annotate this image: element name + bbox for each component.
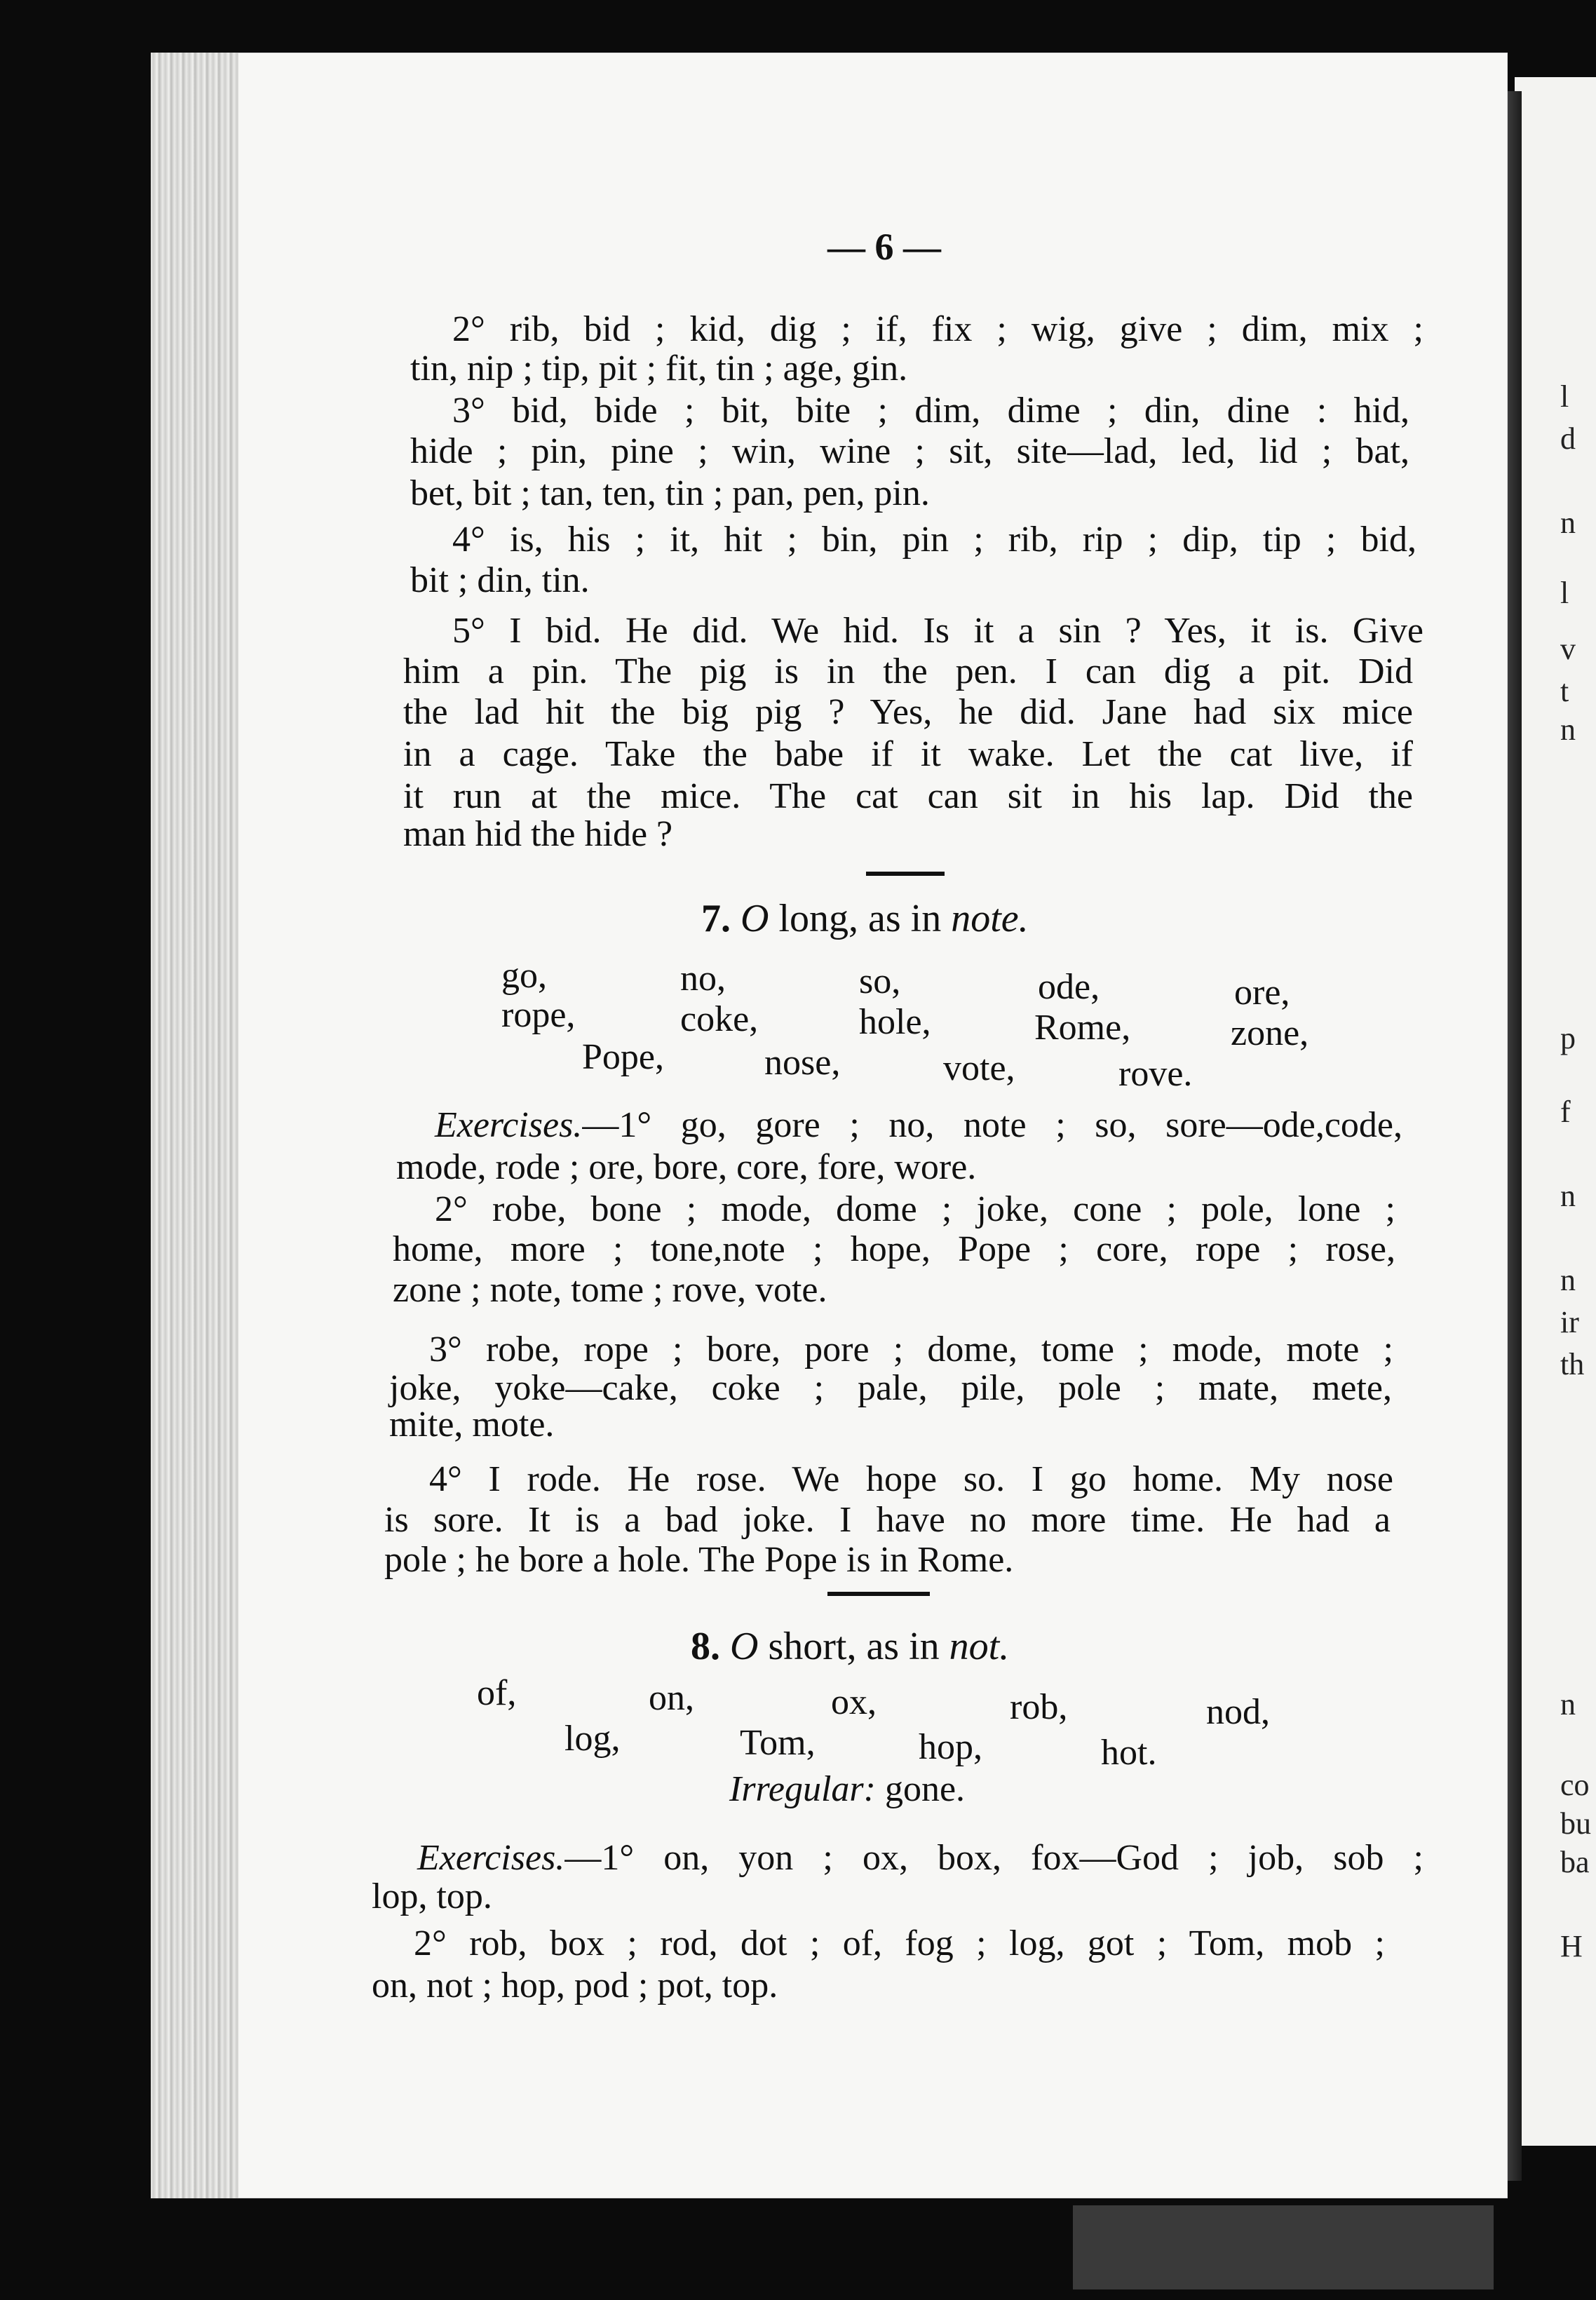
margin-glyph: t <box>1560 674 1569 708</box>
word-item: go, <box>501 956 547 996</box>
section-7-heading: 7. O long, as in note. <box>701 897 1029 940</box>
text-line: man hid the hide ? <box>403 814 673 854</box>
word-item: vote, <box>943 1048 1015 1088</box>
word-item: ode, <box>1038 967 1100 1007</box>
margin-glyph: co <box>1560 1768 1590 1802</box>
text-line: 4° is, his ; it, hit ; bin, pin ; rib, rip ; dip, tip ; bid, <box>452 520 1416 560</box>
word-item: Pope, <box>582 1037 664 1077</box>
margin-glyph: d <box>1560 421 1576 456</box>
section-divider <box>827 1592 930 1596</box>
text-line: home, more ; tone,note ; hope, Pope ; core, rope ; rose, <box>393 1229 1395 1269</box>
word-item: log, <box>564 1719 621 1759</box>
text-line: pole ; he bore a hole. The Pope is in Rome. <box>384 1540 1014 1580</box>
scan-edge <box>1073 2205 1494 2289</box>
text-line-exercises: Exercises.—1° go, gore ; no, note ; so, sore—ode,code, <box>435 1105 1402 1145</box>
word-item: ox, <box>831 1682 877 1722</box>
margin-glyph: th <box>1560 1347 1585 1381</box>
margin-glyph: n <box>1560 1263 1576 1297</box>
text-line: lop, top. <box>372 1876 492 1916</box>
text-line: 2° rob, box ; rod, dot ; of, fog ; log, got ; Tom, mob ; <box>414 1923 1385 1963</box>
margin-glyph: n <box>1560 1687 1576 1721</box>
word-item: rob, <box>1010 1687 1068 1727</box>
page-number: — 6 — <box>827 226 941 268</box>
margin-glyph: ir <box>1560 1305 1579 1339</box>
margin-glyph: n <box>1560 712 1576 747</box>
irregular-line: Irregular: gone. <box>729 1769 966 1809</box>
text-line: in a cage. Take the babe if it wake. Let the cat live, if <box>403 734 1413 774</box>
text-line: hide ; pin, pine ; win, wine ; sit, site—lad, led, lid ; bat, <box>410 431 1409 471</box>
word-item: nose, <box>764 1043 841 1083</box>
text-line: the lad hit the big pig ? Yes, he did. Jane had six mice <box>403 692 1413 732</box>
word-item: hole, <box>859 1002 931 1042</box>
section-divider <box>866 872 945 876</box>
word-item: so, <box>859 961 901 1001</box>
word-item: rove. <box>1118 1054 1193 1094</box>
text-line: 2° rib, bid ; kid, dig ; if, fix ; wig, give ; dim, mix ; <box>452 309 1423 349</box>
page-edge-binding <box>151 53 238 2198</box>
text-line: 5° I bid. He did. We hid. Is it a sin ? Yes, it is. Give <box>452 611 1423 651</box>
text-line: 3° bid, bide ; bit, bite ; dim, dime ; din, dine : hid, <box>452 391 1409 431</box>
text-line: zone ; note, tome ; rove, vote. <box>393 1270 827 1310</box>
text-line: 4° I rode. He rose. We hope so. I go home. My nose <box>429 1459 1393 1499</box>
margin-glyph: n <box>1560 1179 1576 1213</box>
text-line: it run at the mice. The cat can sit in his lap. Did the <box>403 776 1413 816</box>
text-line: bet, bit ; tan, ten, tin ; pan, pen, pin. <box>410 473 930 513</box>
text-line: tin, nip ; tip, pit ; fit, tin ; age, gin. <box>410 349 908 388</box>
text-line: mode, rode ; ore, bore, core, fore, wore. <box>396 1147 977 1187</box>
text-line: mite, mote. <box>389 1405 555 1445</box>
word-item: no, <box>680 959 726 999</box>
section-8-heading: 8. O short, as in not. <box>691 1625 1010 1668</box>
word-item: zone, <box>1231 1013 1309 1053</box>
word-item: Tom, <box>740 1723 816 1763</box>
word-item: hop, <box>919 1727 982 1767</box>
text-line: joke, yoke—cake, coke ; pale, pile, pole ; mate, mete, <box>389 1368 1392 1408</box>
text-line: 2° robe, bone ; mode, dome ; joke, cone ; pole, lone ; <box>435 1189 1395 1229</box>
word-item: on, <box>649 1678 694 1718</box>
margin-glyph: l <box>1560 379 1569 414</box>
word-item: coke, <box>680 999 759 1039</box>
margin-glyph: p <box>1560 1021 1576 1055</box>
text-line: bit ; din, tin. <box>410 560 590 600</box>
margin-glyph: H <box>1560 1929 1583 1963</box>
word-item: Rome, <box>1034 1008 1131 1048</box>
word-item: nod, <box>1206 1692 1270 1732</box>
text-line-exercises: Exercises.—1° on, yon ; ox, box, fox—God ; job, sob ; <box>417 1838 1423 1878</box>
word-item: ore, <box>1234 973 1290 1013</box>
word-item: rope, <box>501 995 576 1035</box>
word-item: hot. <box>1101 1733 1157 1773</box>
margin-glyph: ba <box>1560 1845 1590 1879</box>
margin-glyph: v <box>1560 632 1576 666</box>
margin-glyph: bu <box>1560 1806 1591 1841</box>
text-line: on, not ; hop, pod ; pot, top. <box>372 1966 778 2005</box>
text-line: is sore. It is a bad joke. I have no more time. He had a <box>384 1500 1391 1540</box>
text-line: 3° robe, rope ; bore, pore ; dome, tome ; mode, mote ; <box>429 1330 1393 1369</box>
margin-glyph: n <box>1560 506 1576 540</box>
margin-glyph: l <box>1560 576 1569 610</box>
margin-glyph: f <box>1560 1095 1571 1129</box>
text-line: him a pin. The pig is in the pen. I can dig a pit. Did <box>403 651 1413 691</box>
word-item: of, <box>477 1673 517 1713</box>
